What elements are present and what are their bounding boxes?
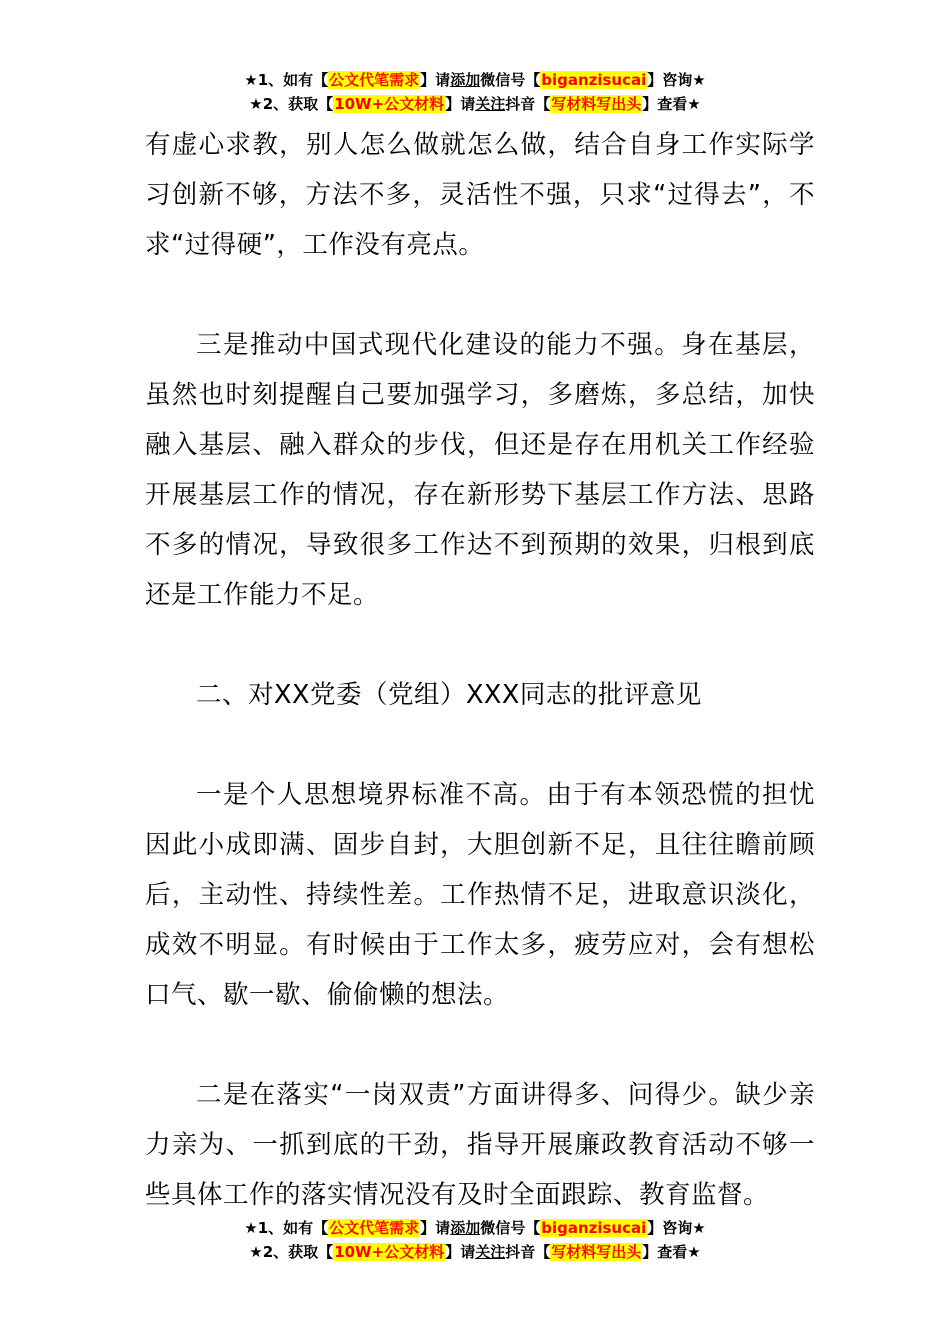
banner-douyin-id: 写材料写出头 bbox=[551, 95, 642, 113]
banner-highlight: 公文代笔需求 bbox=[329, 71, 420, 89]
paragraph-point-2: 二是在落实“一岗双责”方面讲得多、问得少。缺少亲力亲为、一抓到底的干劲，指导开展廉政教育活动不够一些具体工作的落实情况没有及时全面跟踪、教育监督。 bbox=[145, 1080, 815, 1210]
section-heading: 二、对XX党委（党组）XXX同志的批评意见 bbox=[196, 680, 702, 710]
banner-text: 】查看★ bbox=[642, 1243, 701, 1261]
banner-line-2 bbox=[0, 92, 950, 116]
banner-text: 抖音【 bbox=[505, 1243, 551, 1261]
banner-underline: 关注 bbox=[475, 95, 506, 113]
banner-text: 】请 bbox=[445, 1243, 476, 1261]
paragraph-point-1: 一是个人思想境界标准不高。由于有本领恐慌的担忧因此小成即满、固步自封，大胆创新不足，且往往瞻前顾后，主动性、持续性差。工作热情不足，进取意识淡化，成效不明显。有时候由于工作太多，疲劳应对，会有想松口气、歇一歇、偷偷懒的想法。 bbox=[145, 780, 815, 1010]
banner-text: 微信号【 bbox=[480, 71, 541, 89]
header-banner bbox=[0, 68, 950, 116]
banner-douyin-id: 写材料写出头 bbox=[551, 1243, 642, 1261]
banner-line-1 bbox=[0, 68, 950, 92]
banner-text: ★1、如有【 bbox=[244, 71, 329, 89]
banner-underline: 添加 bbox=[450, 71, 481, 89]
footer-banner bbox=[0, 1216, 950, 1264]
banner-underline: 添加 bbox=[450, 1219, 481, 1237]
banner-text: 】查看★ bbox=[642, 95, 701, 113]
banner-wechat-id: biganzisucai bbox=[541, 71, 647, 89]
paragraph-continued: 有虚心求教，别人怎么做就怎么做，结合自身工作实际学习创新不够，方法不多，灵活性不强，只求“过得去”，不求“过得硬”，工作没有亮点。 bbox=[145, 130, 815, 260]
banner-line-2 bbox=[0, 1240, 950, 1264]
banner-text: 】请 bbox=[420, 1219, 451, 1237]
banner-text: 】请 bbox=[420, 71, 451, 89]
banner-text: ★1、如有【 bbox=[244, 1219, 329, 1237]
banner-highlight: 10W+公文材料 bbox=[334, 95, 445, 113]
banner-text: 】咨询★ bbox=[647, 1219, 706, 1237]
banner-text: ★2、获取【 bbox=[249, 95, 334, 113]
paragraph-point-3: 三是推动中国式现代化建设的能力不强。身在基层，虽然也时刻提醒自己要加强学习，多磨炼，多总结，加快融入基层、融入群众的步伐，但还是存在用机关工作经验开展基层工作的情况，存在新形势下基层工作方法、思路不多的情况，导致很多工作达不到预期的效果，归根到底还是工作能力不足。 bbox=[145, 330, 815, 610]
banner-highlight: 10W+公文材料 bbox=[334, 1243, 445, 1261]
banner-text: 】咨询★ bbox=[647, 71, 706, 89]
banner-underline: 关注 bbox=[475, 1243, 506, 1261]
banner-text: ★2、获取【 bbox=[249, 1243, 334, 1261]
banner-wechat-id: biganzisucai bbox=[541, 1219, 647, 1237]
banner-text: 微信号【 bbox=[480, 1219, 541, 1237]
document-body bbox=[145, 120, 815, 1220]
banner-highlight: 公文代笔需求 bbox=[329, 1219, 420, 1237]
banner-text: 】请 bbox=[445, 95, 476, 113]
banner-line-1 bbox=[0, 1216, 950, 1240]
banner-text: 抖音【 bbox=[505, 95, 551, 113]
